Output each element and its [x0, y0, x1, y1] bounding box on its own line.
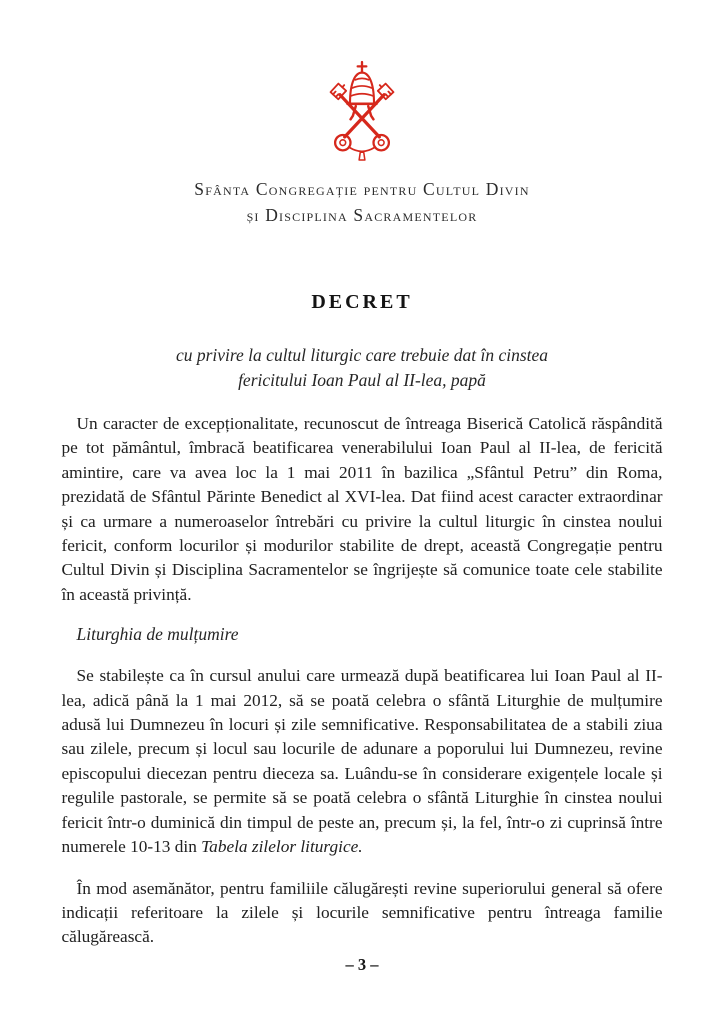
decree-title: DECRET [311, 291, 413, 313]
paragraph-2-italic-title: Tabela zilelor liturgice. [201, 837, 363, 857]
paragraph-2 [62, 664, 663, 859]
section-heading-liturghia: Liturghia de mulțumire [76, 624, 239, 645]
paragraph-3: În mod asemănător, pentru familiile călugărești revine superiorului general să ofere indicații referitoare la zilele și locurile semnificative pentru întreaga familie călugărească. [61, 878, 663, 947]
body-column [62, 412, 663, 950]
congregation-heading [0, 176, 724, 228]
page-number: – 3 – [345, 955, 379, 974]
decree-subtitle-line-1: cu privire la cultul liturgic care trebuie dat în cinstea [175, 345, 549, 365]
emblem-container [0, 0, 724, 162]
vatican-emblem-icon [314, 60, 410, 162]
congregation-line-1: Sfânta Congregație pentru Cultul Divin [194, 179, 530, 199]
paragraph-1: Un caracter de excepționalitate, recunoscut de întreaga Biserică Catolică răspândită pe tot pământul, îmbracă beatificarea venerabilului Ioan Paul al II-lea, de fericită amintire, care va avea loc la 1 mai 2011 în bazilica „Sfântul Petru” din Roma, prezidată de Sfântul Părinte Benedict al XVI-lea. Dat fiind acest caracter extraordinar și ca urmare a numeroaselor întrebări cu privire la cultul liturgic în cinstea noului fericit, conform locurilor și modurilor stabilite de drept, această Congregație pentru Cultul Divin și Disciplina Sacramentelor se îngrijește să comunice toate cele stabilite în această privință. [61, 414, 663, 604]
decree-subtitle [0, 343, 724, 393]
congregation-line-2: și Disciplina Sacramentelor [246, 205, 478, 225]
paragraph-2-text: Se stabilește ca în cursul anului care urmează după beatificarea lui Ioan Paul al II-lea, adică până la 1 mai 2012, să se poată celebra o sfântă Liturghie de mulțumire adusă lui Dumnezeu în locuri și zile semnificative. Responsabilitatea de a stabili ziua sau zilele, precum și locul sau locurile de adunare a poporului lui Dumnezeu, revine episcopului diecezan pentru dieceza sa. Luându-se în considerare exigențele locale și regulile pastorale, se permite să se poată celebra o sfântă Liturghie în cinstea noului fericit într-o duminică din timpul de peste an, precum și, la fel, într-o zi cuprinsă între numerele 10-13 din [61, 666, 663, 857]
decree-subtitle-line-2: fericitului Ioan Paul al II-lea, papă [238, 370, 486, 390]
